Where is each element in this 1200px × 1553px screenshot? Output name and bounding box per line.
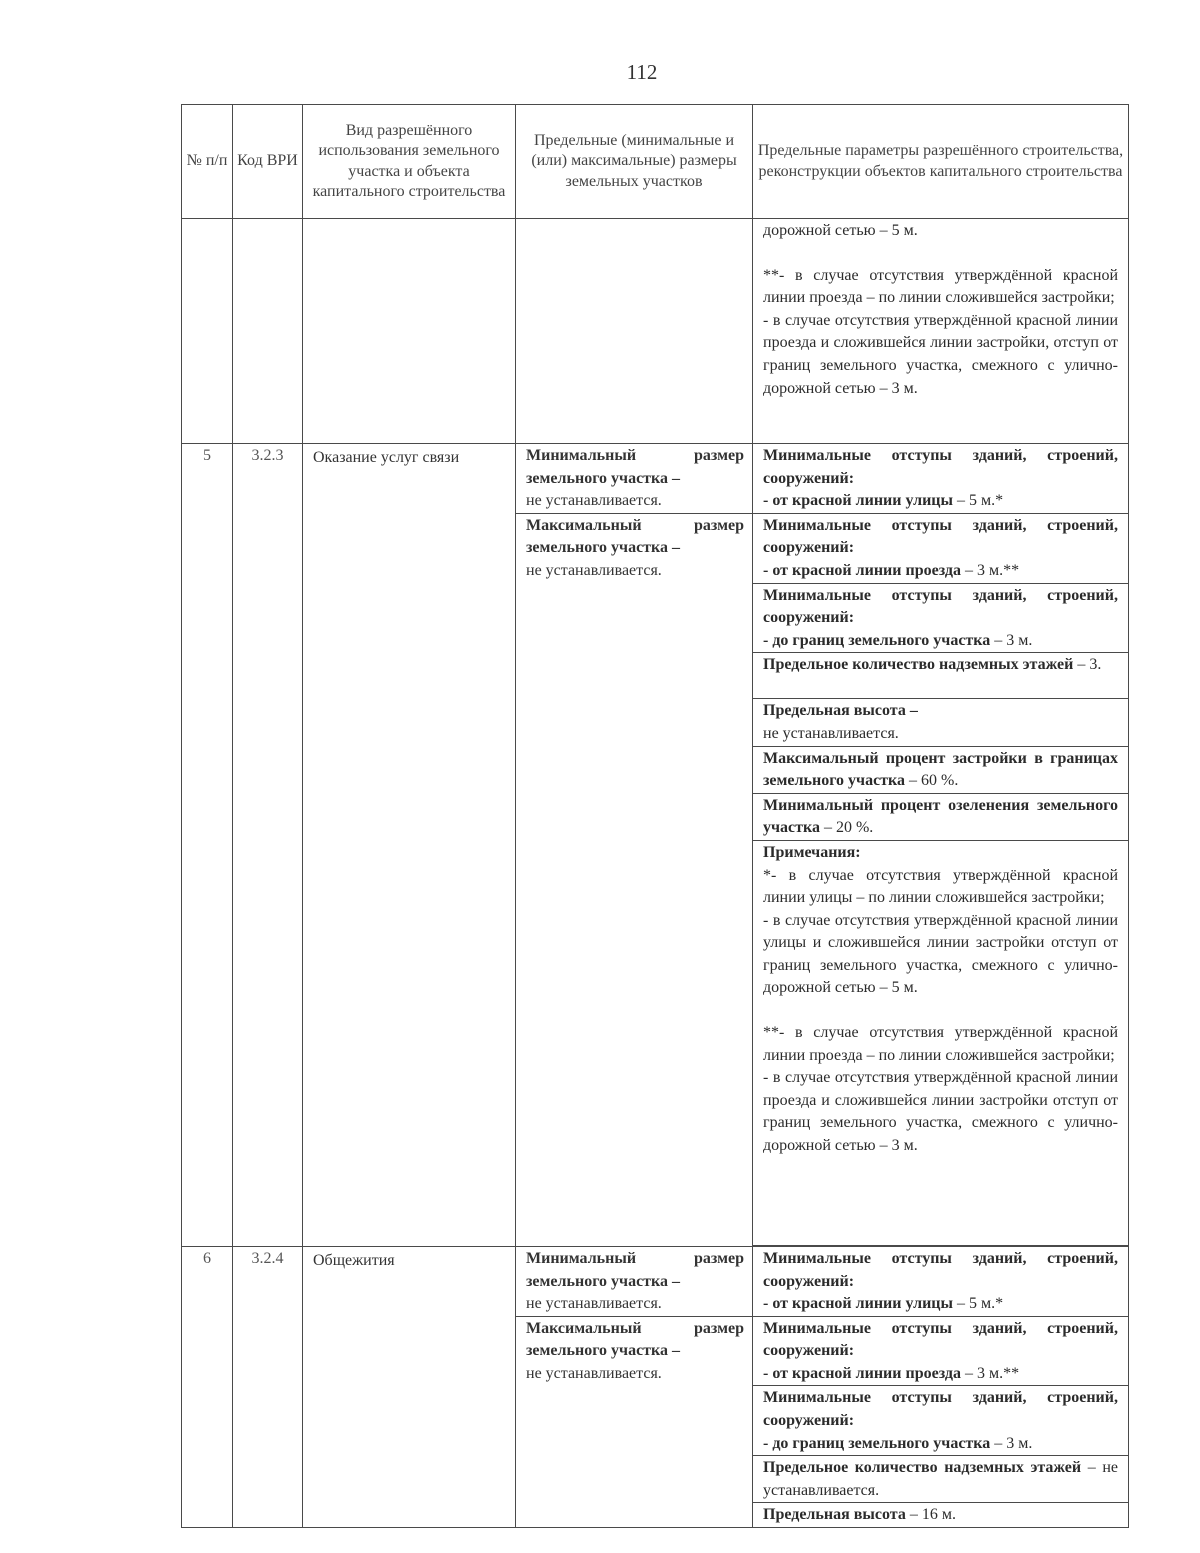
param-height: Предельная высота – не устанавливается. [753, 699, 1129, 746]
min-plot-size: Минимальный размер земельного участка – не устанавливается. [516, 444, 753, 514]
param-red-line-passage: Минимальные отступы зданий, строений, сооружений: - от красной линии проезда – 3 м.** [753, 1316, 1129, 1386]
header-build-params: Предельные параметры разрешённого строительства, реконструкции объектов капитального строительства [753, 105, 1129, 219]
row-use-name: Общежития [303, 1246, 516, 1528]
param-plot-boundary: Минимальные отступы зданий, строений, сооружений: - до границ земельного участка – 3 м. [753, 1386, 1129, 1456]
row-code: 3.2.4 [233, 1246, 303, 1528]
continuation-cell: дорожной сетью – 5 м. **- в случае отсутствия утверждённой красной линии проезда – по линии сложившейся застройки; - в случае отсутствия утверждённой красной линии проезда и сложившейся линии застройки, отступ от границ земельного участка, смежного с улично-дорожной сетью – 3 м. [753, 219, 1129, 444]
header-number: № п/п [182, 105, 233, 219]
param-height: Предельная высота – 16 м. [753, 1503, 1129, 1528]
row-number: 6 [182, 1246, 233, 1528]
row-number: 5 [182, 444, 233, 1247]
param-floors: Предельное количество надземных этажей – 3. [753, 653, 1129, 699]
param-green-percent: Минимальный процент озеленения земельного участка – 20 %. [753, 793, 1129, 840]
param-red-line-passage: Минимальные отступы зданий, строений, сооружений: - от красной линии проезда – 3 м.** [753, 513, 1129, 583]
param-plot-boundary: Минимальные отступы зданий, строений, сооружений: - до границ земельного участка – 3 м. [753, 583, 1129, 653]
min-plot-size: Минимальный размер земельного участка – не устанавливается. [516, 1246, 753, 1316]
max-plot-size: Максимальный размер земельного участка – не устанавливается. [516, 1316, 753, 1528]
header-plot-size: Предельные (минимальные и (или) максимальные) размеры земельных участков [516, 105, 753, 219]
table-row-continuation [182, 219, 1129, 444]
max-plot-size: Максимальный размер земельного участка – не устанавливается. [516, 513, 753, 1246]
row-code: 3.2.3 [233, 444, 303, 1247]
table-header-row [182, 105, 1129, 219]
param-floors: Предельное количество надземных этажей – не устанавливается. [753, 1456, 1129, 1503]
header-code: Код ВРИ [233, 105, 303, 219]
param-red-line-street: Минимальные отступы зданий, строений, сооружений: - от красной линии улицы – 5 м.* [753, 1246, 1129, 1316]
row-use-name: Оказание услуг связи [303, 444, 516, 1247]
param-build-percent: Максимальный процент застройки в границах земельного участка – 60 %. [753, 746, 1129, 793]
notes-cell: Примечания: *- в случае отсутствия утверждённой красной линии улицы – по линии сложившейся застройки; - в случае отсутствия утверждённой красной линии улицы и сложившейся линии застройки отступ от границ земельного участка, смежного с улично-дорожной сетью – 5 м. **- в случае отсутствия утверждённой красной линии проезда – по линии сложившейся застройки; - в случае отсутствия утверждённой красной линии проезда и сложившейся линии застройки отступ от границ земельного участка, смежного с улично-дорожной сетью – 3 м. [753, 840, 1129, 1245]
param-red-line-street: Минимальные отступы зданий, строений, сооружений: - от красной линии улицы – 5 м.* [753, 444, 1129, 514]
regulations-table [181, 104, 1129, 1528]
table-row [182, 1246, 1129, 1316]
table-row [182, 444, 1129, 514]
page-number: 112 [626, 60, 658, 84]
header-use-type: Вид разрешённого использования земельного участка и объекта капитального строительства [303, 105, 516, 219]
